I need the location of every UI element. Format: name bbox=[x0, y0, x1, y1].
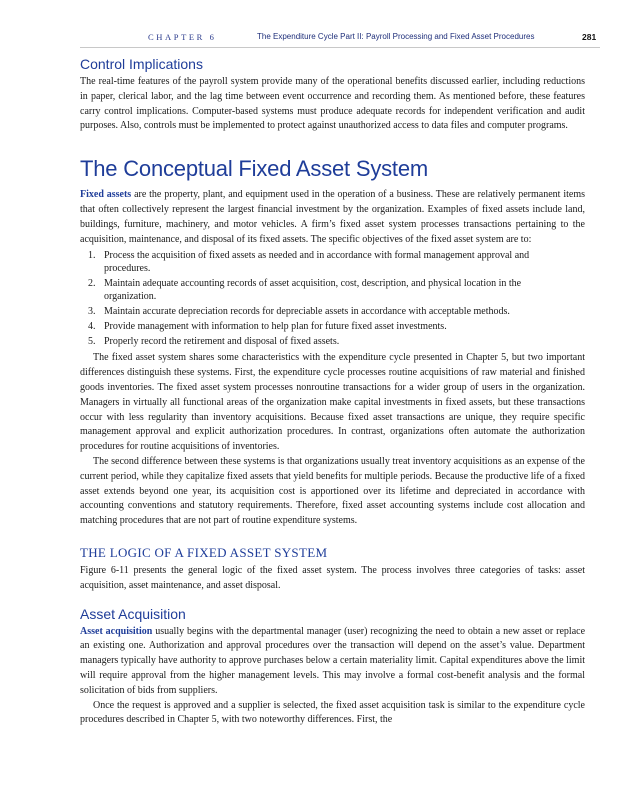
second-difference-paragraph: The second difference between these systems is that organizations usually treat inventory acquisitions as an expense of the current period, while they capitalize fixed assets that yield benefits for multiple periods. Because the productive life of a fixed asset extends beyond one year, its acquisition cost is apportioned over its lifetime and depreciated in accordance with accounting conventions and statutory requirements. Therefore, fixed asset accounting systems include cost allocation and matching procedures that are not part of routine expenditure systems. bbox=[80, 456, 585, 527]
list-item: 1. Process the acquisition of fixed assets as needed and in accordance with formal management approval and procedures. bbox=[88, 250, 530, 275]
fixed-assets-term: Fixed assets bbox=[80, 189, 132, 201]
logic-heading: THE LOGIC OF A FIXED ASSET SYSTEM bbox=[80, 545, 328, 560]
list-item: 4. Provide management with information to help plan for future fixed asset investments. bbox=[88, 321, 447, 333]
fixed-assets-intro bbox=[80, 188, 585, 247]
objectives-list bbox=[80, 250, 585, 349]
header-rule bbox=[80, 47, 600, 48]
conceptual-system-section bbox=[80, 156, 585, 529]
asset-acquisition-text: usually begins with the departmental manager (user) recognizing the need to obtain a new asset or replace an existing one. Authorization and approval procedures over the transaction will depend on the asset’s value. Department managers typically have authority to approve purchases below a certain materiality limit. Capital expenditures above the limit will require approval from the higher management levels. This may involve a formal cost-benefit analysis and the formal solicitation of bids from suppliers. bbox=[80, 625, 586, 696]
asset-acquisition-continued: Once the request is approved and a supplier is selected, the fixed asset acquisition task is similar to the expenditure cycle procedures described in Chapter 5, with two noteworthy differences. First, the bbox=[80, 699, 585, 726]
control-implications-section bbox=[80, 56, 585, 134]
asset-acquisition-heading: Asset Acquisition bbox=[80, 605, 186, 622]
running-header bbox=[0, 32, 639, 46]
chapter-label: CHAPTER 6 bbox=[148, 32, 217, 42]
page-number: 281 bbox=[582, 32, 597, 42]
asset-acquisition-section bbox=[80, 606, 585, 729]
list-item: 5. Properly record the retirement and disposal of fixed assets. bbox=[88, 336, 340, 348]
asset-acquisition-term: Asset acquisition bbox=[80, 625, 153, 637]
logic-section bbox=[80, 545, 585, 594]
control-implications-paragraph: The real-time features of the payroll system provide many of the operational benefits discussed earlier, including reductions in paper, clerical labor, and the lag time between event occurrence and recording them. As mentioned before, these features carry control implications. Computer-based systems must produce adequate records for independent verification and audit purposes. Also, controls must be implemented to protect against unauthorized access to data files and computer programs. bbox=[80, 76, 585, 132]
fixed-assets-intro-text: are the property, plant, and equipment used in the operation of a business. These are relatively permanent items that often collectively represent the largest financial investment by the organization. Examples of fixed assets include land, buildings, furniture, machinery, and motor vehicles. A firm’s fixed asset system processes transactions pertaining to the acquisition, maintenance, and disposal of its fixed assets. The specific objectives of the fixed asset system are to: bbox=[80, 189, 585, 245]
list-item: 2. Maintain adequate accounting records of asset acquisition, cost, description, and physical location in the organization. bbox=[88, 278, 522, 303]
logic-paragraph: Figure 6-11 presents the general logic of the fixed asset system. The process involves three categories of tasks: asset acquisition, asset maintenance, and asset disposal. bbox=[80, 565, 585, 591]
control-implications-heading: Control Implications bbox=[80, 56, 203, 72]
list-item: 3. Maintain accurate depreciation records for depreciable assets in accordance with acceptable methods. bbox=[88, 306, 510, 318]
running-title: The Expenditure Cycle Part II: Payroll Processing and Fixed Asset Procedures bbox=[257, 32, 535, 41]
differences-paragraph: The fixed asset system shares some characteristics with the expenditure cycle presented in Chapter 5, but two important differences distinguish these systems. First, the expenditure cycle processes routine acquisitions of raw material and finished goods inventories. The fixed asset system processes nonroutine transactions for a wider group of users in the organization. Managers in virtually all functional areas of the organization make capital investments in fixed assets, but these transactions occur with less regularity than inventory acquisitions. Because fixed asset transactions are unique, they require specific management approval and explicit authorization procedures. In contrast, organizations often automate the authorization procedures for routine acquisitions of inventories. bbox=[80, 352, 585, 453]
conceptual-system-heading: The Conceptual Fixed Asset System bbox=[80, 156, 429, 182]
asset-acquisition-paragraph bbox=[80, 625, 585, 699]
page-body bbox=[80, 56, 585, 728]
